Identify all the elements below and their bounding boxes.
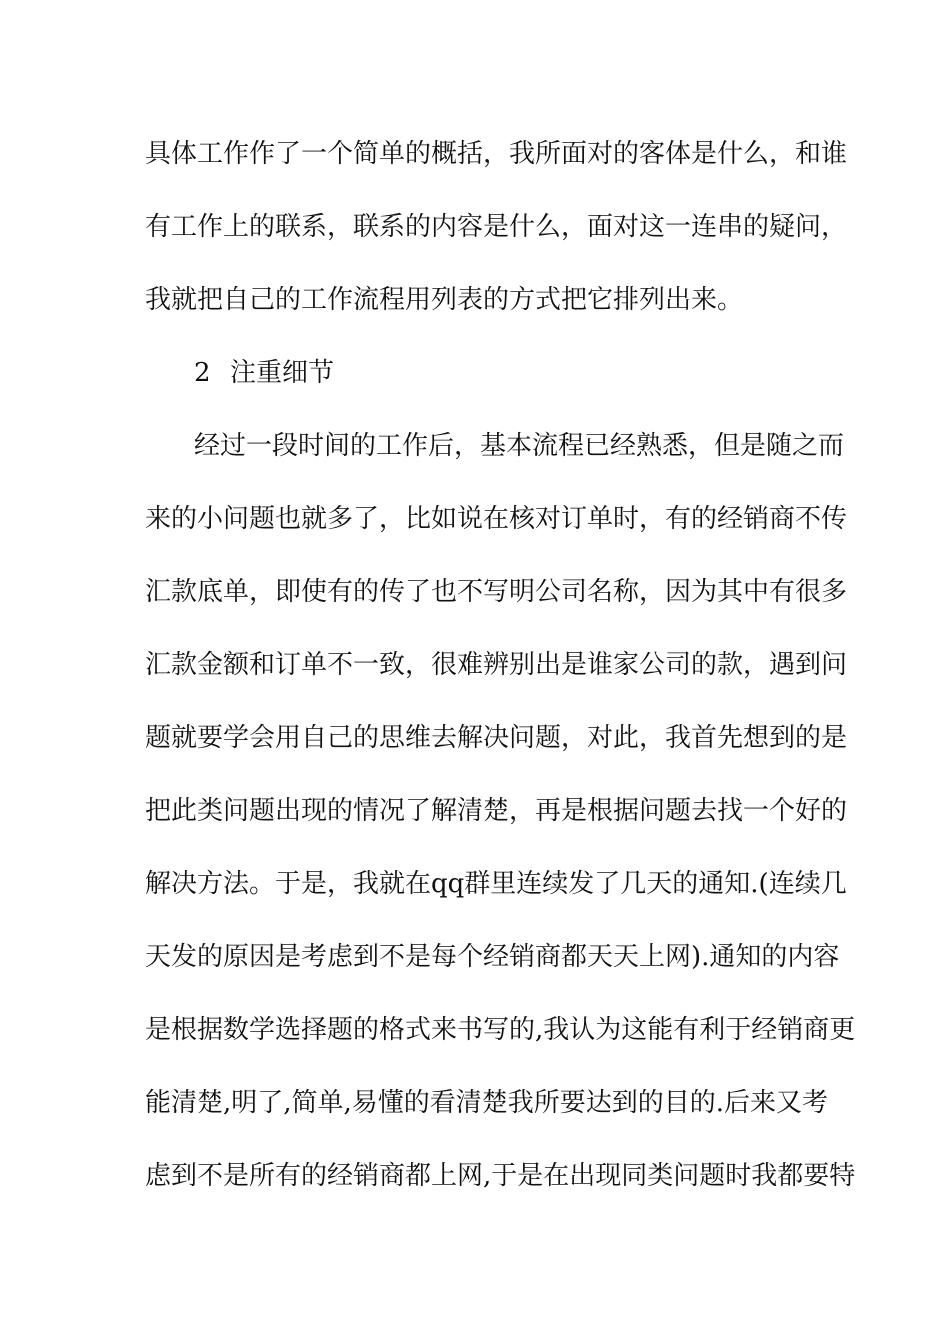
section-heading	[194, 357, 874, 389]
section-number: 2	[194, 358, 211, 388]
paragraph-line: 虑到不是所有的经销商都上网,于是在出现同类问题时我都要特	[145, 1161, 856, 1191]
paragraph-line: 汇款底单，即使有的传了也不写明公司名称，因为其中有很多	[145, 577, 848, 607]
paragraph-line: 题就要学会用自己的思维去解决问题，对此，我首先想到的是	[145, 723, 848, 753]
paragraph-line: 我就把自己的工作流程用列表的方式把它排列出来。	[145, 285, 744, 315]
paragraph-line: 汇款金额和订单不一致，很难辨别出是谁家公司的款，遇到问	[145, 650, 848, 680]
paragraph-line: 解决方法。于是，我就在qq群里连续发了几天的通知.(连续几	[145, 869, 847, 899]
paragraph-line: 经过一段时间的工作后，基本流程已经熟悉，但是随之而	[194, 431, 845, 461]
paragraph-line: 能清楚,明了,简单,易懂的看清楚我所要达到的目的.后来又考	[145, 1088, 829, 1118]
paragraph-line: 有工作上的联系，联系的内容是什么，面对这一连串的疑问，	[145, 212, 848, 242]
paragraph-line: 天发的原因是考虑到不是每个经销商都天天上网).通知的内容	[145, 942, 840, 972]
paragraph-line: 具体工作作了一个简单的概括，我所面对的客体是什么，和谁	[145, 139, 848, 169]
paragraph-line: 把此类问题出现的情况了解清楚，再是根据问题去找一个好的	[145, 796, 848, 826]
section-title: 注重细节	[230, 358, 335, 388]
paragraph-line: 是根据数学选择题的格式来书写的,我认为这能有利于经销商更	[145, 1015, 856, 1045]
paragraph-line: 来的小问题也就多了，比如说在核对订单时，有的经销商不传	[145, 504, 848, 534]
